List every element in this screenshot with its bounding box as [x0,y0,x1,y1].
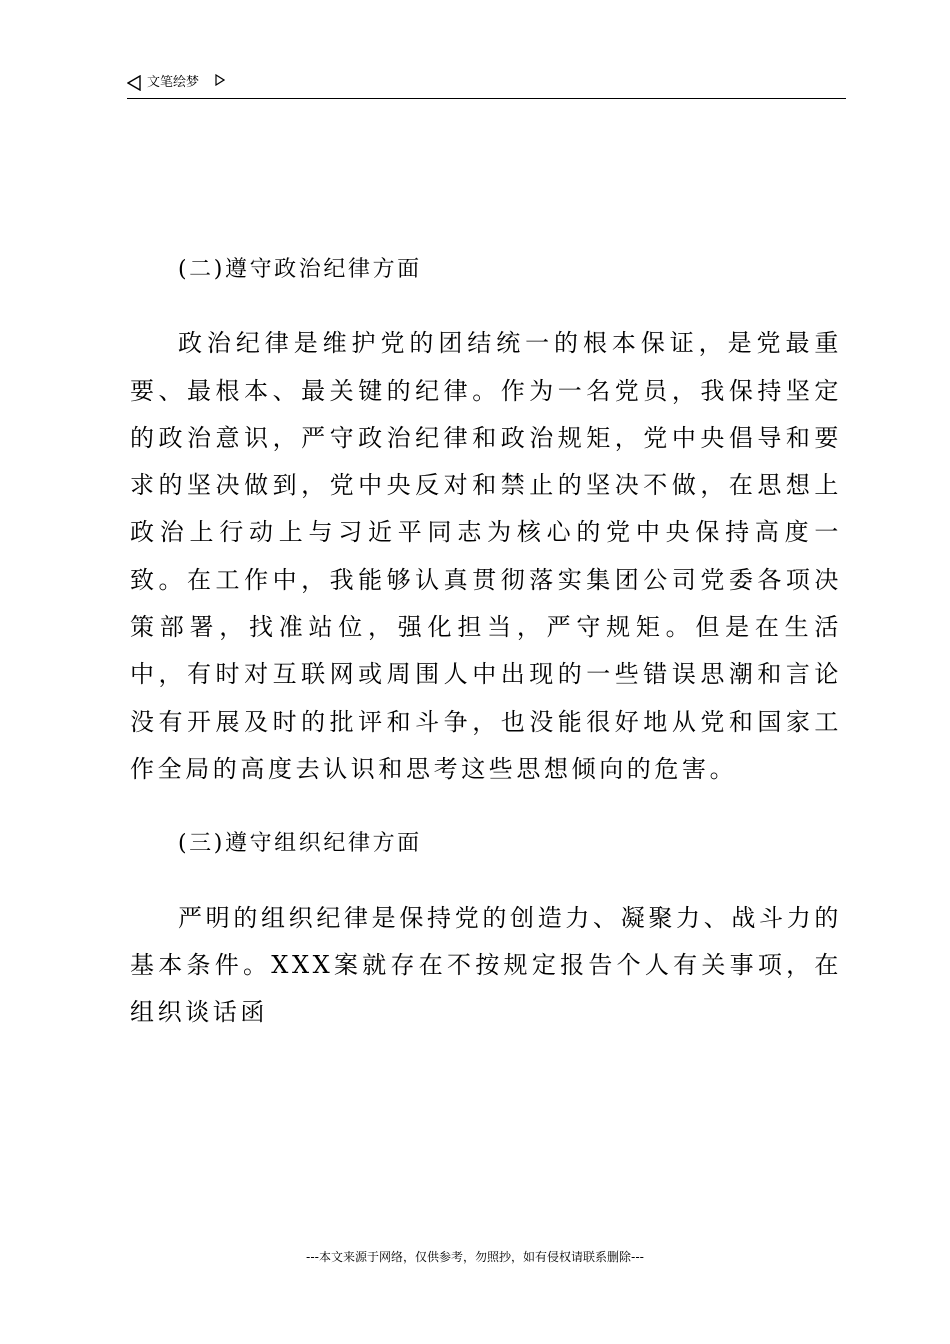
body-paragraph: 严明的组织纪律是保持党的创造力、凝聚力、战斗力的基本条件。XXX案就存在不按规定报告个人有关事项，在组织谈话函 [130,903,842,1027]
header-brand: 文笔绘梦 [147,75,200,90]
triangle-right-icon [215,74,225,86]
triangle-left-icon [127,75,141,91]
page-header [127,72,846,99]
document-body [130,246,842,1063]
footer-notice: ---本文来源于网络，仅供参考，勿照抄，如有侵权请联系删除--- [306,1250,644,1264]
body-paragraph: 政治纪律是维护党的团结统一的根本保证，是党最重要、最根本、最关键的纪律。作为一名党员，我保持坚定的政治意识，严守政治纪律和政治规矩，党中央倡导和要求的坚决做到，党中央反对和禁止的坚决不做，在思想上政治上行动上与习近平同志为核心的党中央保持高度一致。在工作中，我能够认真贯彻落实集团公司党委各项决策部署，找准站位，强化担当，严守规矩。但是在生活中，有时对互联网或周围人中出现的一些错误思潮和言论没有开展及时的批评和斗争，也没能很好地从党和国家工作全局的高度去认识和思考这些思想倾向的危害。 [130,329,842,783]
section-heading-3: (三)遵守组织纪律方面 [178,831,422,857]
section-heading-2: (二)遵守政治纪律方面 [178,257,422,282]
